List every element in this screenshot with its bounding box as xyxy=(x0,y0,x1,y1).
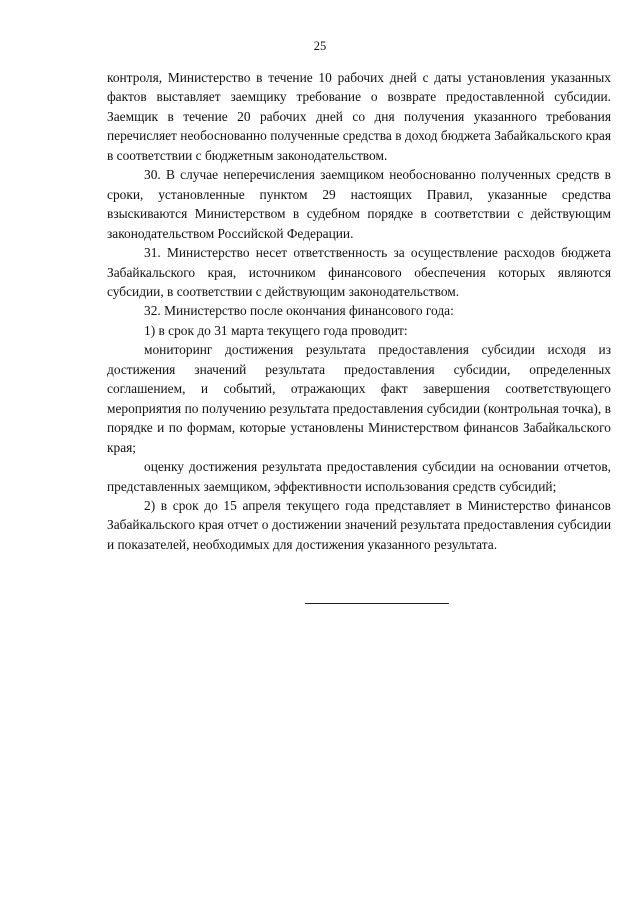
paragraph-30: 30. В случае неперечисления заемщиком необоснованно полученных средств в сроки, установленные пунктом 29 настоящих Правил, указанные средства взыскиваются Министерством в судебном порядке в соответствии с действующим законодательством Российской Федерации. xyxy=(107,167,611,241)
paragraph-monitoring: мониторинг достижения результата предоставления субсидии исходя из достижения значений результата предоставления субсидии, определенных соглашением, и событий, отражающих факт завершения соответствующего мероприятия по получению результата предоставления субсидии (контрольная точка), в порядке и по формам, которые установлены Министерством финансов Забайкальского края; xyxy=(107,342,611,455)
paragraph-32-item-1: 1) в срок до 31 марта текущего года проводит: xyxy=(144,322,408,338)
paragraph-32-item-2: 2) в срок до 15 апреля текущего года представляет в Министерство финансов Забайкальского края отчет о достижении значений результата предоставления субсидии и показателей, необходимых для достижения указанного результата. xyxy=(107,497,611,552)
paragraph-32: 32. Министерство после окончания финансового года: xyxy=(144,303,454,319)
paragraph-continuation: контроля, Министерство в течение 10 рабочих дней с даты установления указанных фактов выставляет заемщику требование о возврате предоставленной субсидии. Заемщик в течение 20 рабочих дней со дня получения указанного требования перечисляет необоснованно полученные средства в доход бюджета Забайкальского края в соответствии с бюджетным законодательством. xyxy=(107,70,611,163)
paragraph-assessment: оценку достижения результата предоставления субсидии на основании отчетов, представленных заемщиком, эффективности использования средств субсидий; xyxy=(107,459,611,494)
page-number: 25 xyxy=(313,39,327,53)
paragraph-31: 31. Министерство несет ответственность за осуществление расходов бюджета Забайкальского края, источником финансового обеспечения которых являются субсидии, в соответствии с действующим законодательством. xyxy=(107,245,611,299)
document-body xyxy=(107,68,611,554)
end-of-document-rule xyxy=(305,603,449,604)
